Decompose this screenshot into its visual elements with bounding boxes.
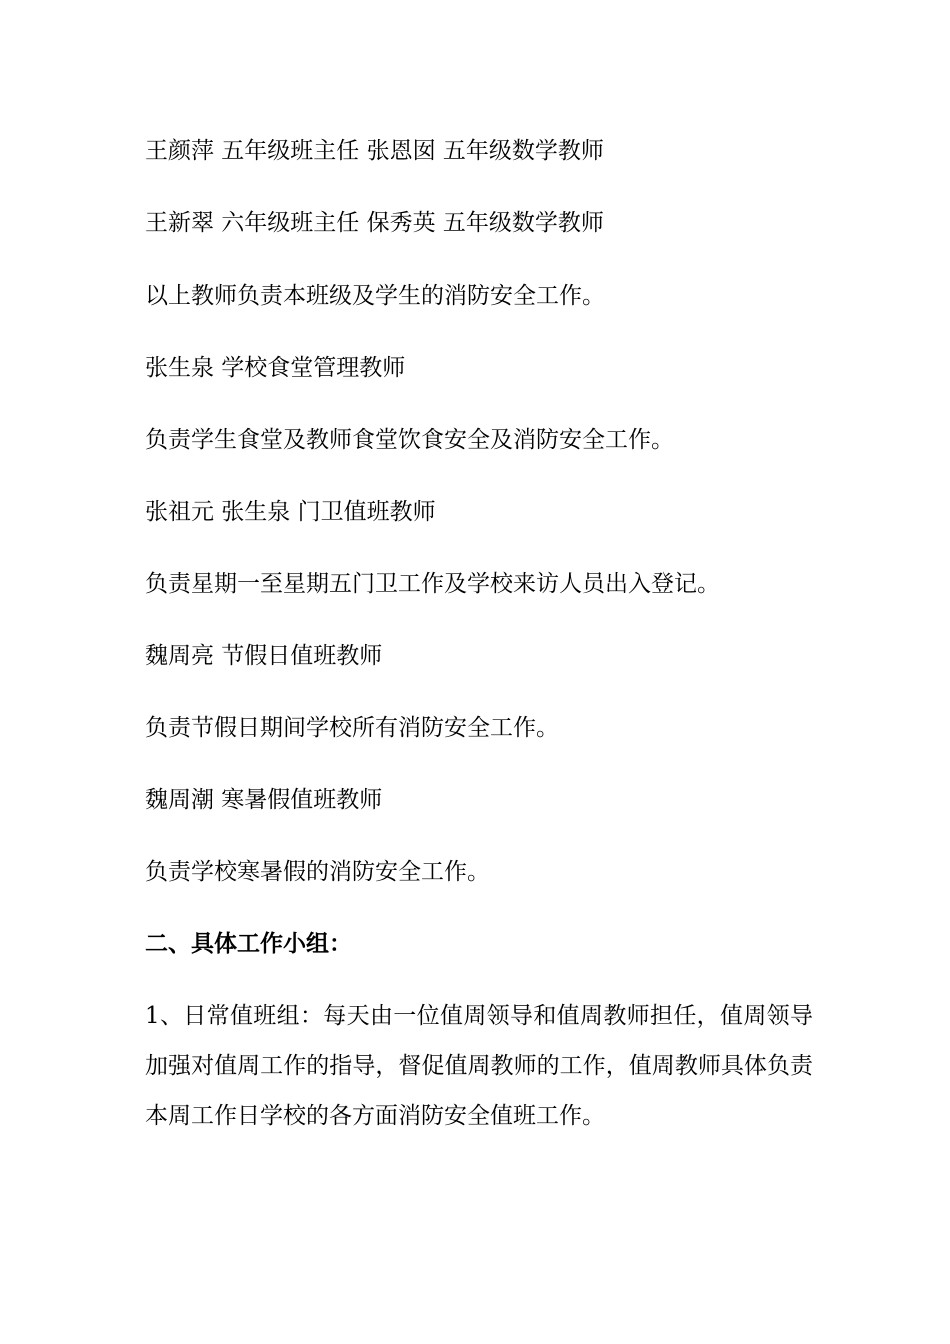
- staff-line-holiday-duty: 魏周亮 节假日值班教师: [145, 643, 383, 669]
- duty-description-vacation: 负责学校寒暑假的消防安全工作。: [145, 859, 490, 885]
- duty-description-gate: 负责星期一至星期五门卫工作及学校来访人员出入登记。: [145, 571, 720, 597]
- staff-line-wang-xincui: 王新翠 六年级班主任 保秀英 五年级数学教师: [145, 210, 604, 236]
- duty-description-canteen: 负责学生食堂及教师食堂饮食安全及消防安全工作。: [145, 427, 674, 453]
- staff-line-zhang-shengquan: 张生泉 学校食堂管理教师: [145, 355, 406, 381]
- duty-description-holiday: 负责节假日期间学校所有消防安全工作。: [145, 715, 559, 741]
- staff-line-gate-duty: 张祖元 张生泉 门卫值班教师: [145, 499, 436, 525]
- staff-line-wang-yanping: 王颜萍 五年级班主任 张恩囡 五年级数学教师: [145, 138, 604, 164]
- daily-duty-group-paragraph: 1、日常值班组：每天由一位值周领导和值周教师担任，值周领导加强对值周工作的指导，督促值周教师的工作，值周教师具体负责本周工作日学校的各方面消防安全值班工作。: [145, 1003, 813, 1129]
- duty-description-class-teachers: 以上教师负责本班级及学生的消防安全工作。: [145, 283, 605, 309]
- staff-line-vacation-duty: 魏周潮 寒暑假值班教师: [145, 787, 383, 813]
- section-heading: 二、具体工作小组：: [145, 930, 352, 957]
